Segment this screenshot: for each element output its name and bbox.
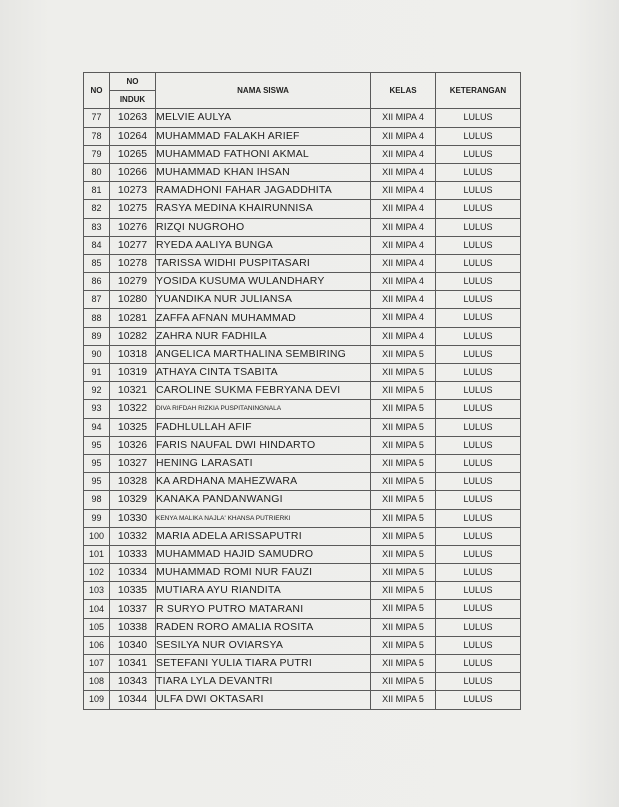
row-nama-siswa: ZAHRA NUR FADHILA bbox=[156, 327, 371, 345]
table-row bbox=[84, 127, 521, 145]
table-row bbox=[84, 327, 521, 345]
row-induk: 10326 bbox=[110, 436, 156, 454]
row-nama-siswa: SETEFANI YULIA TIARA PUTRI bbox=[156, 655, 371, 673]
row-keterangan: LULUS bbox=[436, 691, 521, 709]
row-no: 95 bbox=[84, 454, 110, 472]
row-nama-siswa: KANAKA PANDANWANGI bbox=[156, 491, 371, 509]
table-header bbox=[84, 73, 521, 109]
row-induk: 10335 bbox=[110, 582, 156, 600]
row-keterangan: LULUS bbox=[436, 582, 521, 600]
table-row bbox=[84, 454, 521, 472]
row-induk: 10333 bbox=[110, 545, 156, 563]
row-keterangan: LULUS bbox=[436, 145, 521, 163]
table-row bbox=[84, 200, 521, 218]
row-no: 82 bbox=[84, 200, 110, 218]
row-kelas: XII MIPA 5 bbox=[371, 364, 436, 382]
row-induk: 10338 bbox=[110, 618, 156, 636]
table-row bbox=[84, 382, 521, 400]
row-keterangan: LULUS bbox=[436, 491, 521, 509]
row-induk: 10273 bbox=[110, 182, 156, 200]
row-kelas: XII MIPA 5 bbox=[371, 400, 436, 418]
row-kelas: XII MIPA 4 bbox=[371, 145, 436, 163]
row-no: 98 bbox=[84, 491, 110, 509]
row-induk: 10279 bbox=[110, 273, 156, 291]
row-kelas: XII MIPA 5 bbox=[371, 582, 436, 600]
header-kelas: KELAS bbox=[371, 73, 436, 109]
row-keterangan: LULUS bbox=[436, 454, 521, 472]
row-nama-siswa: YUANDIKA NUR JULIANSA bbox=[156, 291, 371, 309]
row-induk: 10265 bbox=[110, 145, 156, 163]
row-no: 94 bbox=[84, 418, 110, 436]
table-row bbox=[84, 655, 521, 673]
row-induk: 10329 bbox=[110, 491, 156, 509]
row-nama-siswa: ZAFFA AFNAN MUHAMMAD bbox=[156, 309, 371, 327]
row-kelas: XII MIPA 5 bbox=[371, 691, 436, 709]
row-nama-siswa: CAROLINE SUKMA FEBRYANA DEVI bbox=[156, 382, 371, 400]
header-no: NO bbox=[84, 73, 110, 109]
row-induk: 10325 bbox=[110, 418, 156, 436]
table-row bbox=[84, 400, 521, 418]
row-nama-siswa: ULFA DWI OKTASARI bbox=[156, 691, 371, 709]
table-row bbox=[84, 418, 521, 436]
row-keterangan: LULUS bbox=[436, 400, 521, 418]
row-keterangan: LULUS bbox=[436, 127, 521, 145]
table-row bbox=[84, 545, 521, 563]
row-induk: 10275 bbox=[110, 200, 156, 218]
row-no: 86 bbox=[84, 273, 110, 291]
row-nama-siswa: MUHAMMAD HAJID SAMUDRO bbox=[156, 545, 371, 563]
row-induk: 10277 bbox=[110, 236, 156, 254]
row-keterangan: LULUS bbox=[436, 527, 521, 545]
row-induk: 10264 bbox=[110, 127, 156, 145]
row-keterangan: LULUS bbox=[436, 436, 521, 454]
row-kelas: XII MIPA 5 bbox=[371, 382, 436, 400]
row-no: 85 bbox=[84, 254, 110, 272]
row-no: 101 bbox=[84, 545, 110, 563]
table-row bbox=[84, 527, 521, 545]
row-kelas: XII MIPA 5 bbox=[371, 545, 436, 563]
row-no: 89 bbox=[84, 327, 110, 345]
row-nama-siswa: RAMADHONI FAHAR JAGADDHITA bbox=[156, 182, 371, 200]
row-no: 91 bbox=[84, 364, 110, 382]
row-no: 107 bbox=[84, 655, 110, 673]
row-kelas: XII MIPA 4 bbox=[371, 309, 436, 327]
row-nama-siswa: R SURYO PUTRO MATARANI bbox=[156, 600, 371, 618]
row-nama-siswa: FADHLULLAH AFIF bbox=[156, 418, 371, 436]
row-keterangan: LULUS bbox=[436, 509, 521, 527]
table-row bbox=[84, 564, 521, 582]
row-induk: 10282 bbox=[110, 327, 156, 345]
row-nama-siswa: RADEN RORO AMALIA ROSITA bbox=[156, 618, 371, 636]
row-no: 102 bbox=[84, 564, 110, 582]
table-row bbox=[84, 254, 521, 272]
row-kelas: XII MIPA 4 bbox=[371, 127, 436, 145]
row-no: 103 bbox=[84, 582, 110, 600]
table-row bbox=[84, 273, 521, 291]
table-row bbox=[84, 673, 521, 691]
table-row bbox=[84, 600, 521, 618]
row-nama-siswa: MUHAMMAD FATHONI AKMAL bbox=[156, 145, 371, 163]
row-induk: 10344 bbox=[110, 691, 156, 709]
row-no: 78 bbox=[84, 127, 110, 145]
row-keterangan: LULUS bbox=[436, 163, 521, 181]
row-induk: 10276 bbox=[110, 218, 156, 236]
row-no: 105 bbox=[84, 618, 110, 636]
row-no: 81 bbox=[84, 182, 110, 200]
row-kelas: XII MIPA 5 bbox=[371, 491, 436, 509]
row-nama-siswa: MUHAMMAD KHAN IHSAN bbox=[156, 163, 371, 181]
row-induk: 10341 bbox=[110, 655, 156, 673]
row-no: 100 bbox=[84, 527, 110, 545]
row-kelas: XII MIPA 5 bbox=[371, 454, 436, 472]
table-row bbox=[84, 436, 521, 454]
row-no: 104 bbox=[84, 600, 110, 618]
row-nama-siswa: MARIA ADELA ARISSAPUTRI bbox=[156, 527, 371, 545]
header-nama-siswa: NAMA SISWA bbox=[156, 73, 371, 109]
row-keterangan: LULUS bbox=[436, 200, 521, 218]
table-row bbox=[84, 109, 521, 127]
row-keterangan: LULUS bbox=[436, 564, 521, 582]
table-row bbox=[84, 364, 521, 382]
row-nama-siswa: MUHAMMAD ROMI NUR FAUZI bbox=[156, 564, 371, 582]
row-keterangan: LULUS bbox=[436, 291, 521, 309]
row-kelas: XII MIPA 5 bbox=[371, 655, 436, 673]
row-no: 77 bbox=[84, 109, 110, 127]
row-keterangan: LULUS bbox=[436, 273, 521, 291]
row-no: 106 bbox=[84, 636, 110, 654]
row-nama-siswa: DIVA RIFDAH RIZKIA PUSPITANINGNALA bbox=[156, 400, 371, 418]
row-nama-siswa: KENYA MALIKA NAJLA' KHANSA PUTRIERKI bbox=[156, 509, 371, 527]
row-nama-siswa: RIZQI NUGROHO bbox=[156, 218, 371, 236]
row-kelas: XII MIPA 4 bbox=[371, 163, 436, 181]
row-no: 87 bbox=[84, 291, 110, 309]
row-nama-siswa: KA ARDHANA MAHEZWARA bbox=[156, 473, 371, 491]
row-keterangan: LULUS bbox=[436, 345, 521, 363]
row-nama-siswa: MUHAMMAD FALAKH ARIEF bbox=[156, 127, 371, 145]
row-nama-siswa: MELVIE AULYA bbox=[156, 109, 371, 127]
table-row bbox=[84, 145, 521, 163]
row-nama-siswa: SESILYA NUR OVIARSYA bbox=[156, 636, 371, 654]
row-keterangan: LULUS bbox=[436, 655, 521, 673]
row-induk: 10319 bbox=[110, 364, 156, 382]
row-kelas: XII MIPA 4 bbox=[371, 218, 436, 236]
table-row bbox=[84, 473, 521, 491]
row-induk: 10266 bbox=[110, 163, 156, 181]
row-kelas: XII MIPA 4 bbox=[371, 200, 436, 218]
row-kelas: XII MIPA 4 bbox=[371, 327, 436, 345]
row-keterangan: LULUS bbox=[436, 545, 521, 563]
row-no: 99 bbox=[84, 509, 110, 527]
row-kelas: XII MIPA 4 bbox=[371, 236, 436, 254]
row-keterangan: LULUS bbox=[436, 109, 521, 127]
row-induk: 10281 bbox=[110, 309, 156, 327]
row-keterangan: LULUS bbox=[436, 254, 521, 272]
row-nama-siswa: TARISSA WIDHI PUSPITASARI bbox=[156, 254, 371, 272]
row-nama-siswa: ANGELICA MARTHALINA SEMBIRING bbox=[156, 345, 371, 363]
table-body bbox=[84, 109, 521, 709]
row-nama-siswa: FARIS NAUFAL DWI HINDARTO bbox=[156, 436, 371, 454]
row-nama-siswa: ATHAYA CINTA TSABITA bbox=[156, 364, 371, 382]
row-no: 93 bbox=[84, 400, 110, 418]
row-kelas: XII MIPA 4 bbox=[371, 291, 436, 309]
row-keterangan: LULUS bbox=[436, 473, 521, 491]
row-nama-siswa: YOSIDA KUSUMA WULANDHARY bbox=[156, 273, 371, 291]
row-keterangan: LULUS bbox=[436, 636, 521, 654]
table-row bbox=[84, 582, 521, 600]
row-keterangan: LULUS bbox=[436, 182, 521, 200]
row-induk: 10322 bbox=[110, 400, 156, 418]
row-keterangan: LULUS bbox=[436, 327, 521, 345]
row-kelas: XII MIPA 5 bbox=[371, 509, 436, 527]
row-induk: 10321 bbox=[110, 382, 156, 400]
row-kelas: XII MIPA 5 bbox=[371, 636, 436, 654]
row-keterangan: LULUS bbox=[436, 600, 521, 618]
row-nama-siswa: RASYA MEDINA KHAIRUNNISA bbox=[156, 200, 371, 218]
table-row bbox=[84, 163, 521, 181]
row-induk: 10340 bbox=[110, 636, 156, 654]
row-no: 95 bbox=[84, 436, 110, 454]
table-row bbox=[84, 236, 521, 254]
row-induk: 10330 bbox=[110, 509, 156, 527]
row-nama-siswa: RYEDA AALIYA BUNGA bbox=[156, 236, 371, 254]
row-no: 79 bbox=[84, 145, 110, 163]
table-row bbox=[84, 618, 521, 636]
row-kelas: XII MIPA 4 bbox=[371, 109, 436, 127]
row-no: 88 bbox=[84, 309, 110, 327]
row-kelas: XII MIPA 5 bbox=[371, 473, 436, 491]
row-induk: 10328 bbox=[110, 473, 156, 491]
table-row bbox=[84, 309, 521, 327]
row-no: 80 bbox=[84, 163, 110, 181]
row-induk: 10278 bbox=[110, 254, 156, 272]
row-kelas: XII MIPA 5 bbox=[371, 673, 436, 691]
row-keterangan: LULUS bbox=[436, 236, 521, 254]
row-kelas: XII MIPA 5 bbox=[371, 527, 436, 545]
row-no: 95 bbox=[84, 473, 110, 491]
row-keterangan: LULUS bbox=[436, 673, 521, 691]
row-kelas: XII MIPA 4 bbox=[371, 254, 436, 272]
row-induk: 10332 bbox=[110, 527, 156, 545]
row-keterangan: LULUS bbox=[436, 618, 521, 636]
row-nama-siswa: HENING LARASATI bbox=[156, 454, 371, 472]
row-induk: 10337 bbox=[110, 600, 156, 618]
table-row bbox=[84, 182, 521, 200]
row-no: 90 bbox=[84, 345, 110, 363]
table-row bbox=[84, 636, 521, 654]
row-induk: 10334 bbox=[110, 564, 156, 582]
row-induk: 10318 bbox=[110, 345, 156, 363]
student-roster-table bbox=[83, 72, 521, 710]
header-keterangan: KETERANGAN bbox=[436, 73, 521, 109]
row-keterangan: LULUS bbox=[436, 418, 521, 436]
header-induk-bottom: INDUK bbox=[110, 91, 156, 109]
table-row bbox=[84, 345, 521, 363]
header-induk-top: NO bbox=[110, 73, 156, 91]
table-row bbox=[84, 218, 521, 236]
row-no: 108 bbox=[84, 673, 110, 691]
row-kelas: XII MIPA 5 bbox=[371, 418, 436, 436]
table-row bbox=[84, 691, 521, 709]
row-no: 84 bbox=[84, 236, 110, 254]
row-induk: 10263 bbox=[110, 109, 156, 127]
row-induk: 10343 bbox=[110, 673, 156, 691]
table-row bbox=[84, 291, 521, 309]
row-induk: 10280 bbox=[110, 291, 156, 309]
row-keterangan: LULUS bbox=[436, 382, 521, 400]
row-kelas: XII MIPA 4 bbox=[371, 182, 436, 200]
row-no: 83 bbox=[84, 218, 110, 236]
row-kelas: XII MIPA 5 bbox=[371, 436, 436, 454]
row-kelas: XII MIPA 5 bbox=[371, 345, 436, 363]
row-no: 92 bbox=[84, 382, 110, 400]
table-row bbox=[84, 509, 521, 527]
row-nama-siswa: TIARA LYLA DEVANTRI bbox=[156, 673, 371, 691]
table-row bbox=[84, 491, 521, 509]
row-induk: 10327 bbox=[110, 454, 156, 472]
row-nama-siswa: MUTIARA AYU RIANDITA bbox=[156, 582, 371, 600]
row-no: 109 bbox=[84, 691, 110, 709]
row-keterangan: LULUS bbox=[436, 364, 521, 382]
row-kelas: XII MIPA 5 bbox=[371, 600, 436, 618]
row-kelas: XII MIPA 5 bbox=[371, 618, 436, 636]
row-keterangan: LULUS bbox=[436, 309, 521, 327]
row-kelas: XII MIPA 4 bbox=[371, 273, 436, 291]
row-keterangan: LULUS bbox=[436, 218, 521, 236]
row-kelas: XII MIPA 5 bbox=[371, 564, 436, 582]
